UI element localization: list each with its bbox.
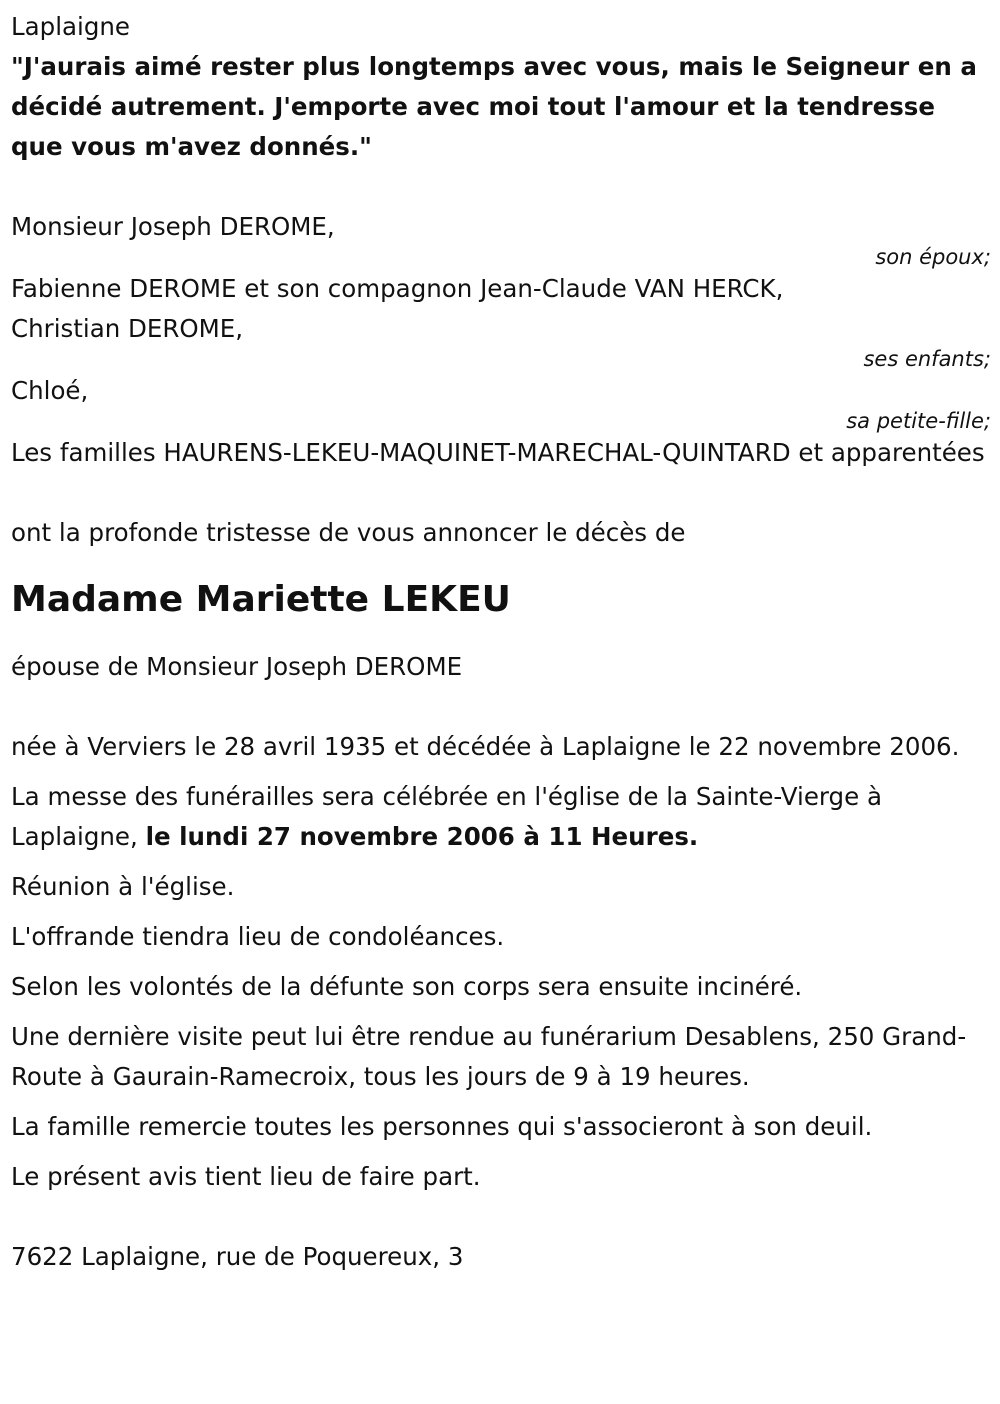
- child-name-2: Christian DEROME,: [11, 314, 244, 343]
- spacer: [11, 687, 991, 727]
- offering-note: L'offrande tiendra lieu de condoléances.: [11, 922, 505, 951]
- spacer: [11, 1197, 991, 1237]
- notice-note: Le présent avis tient lieu de faire part.: [11, 1162, 481, 1191]
- spacer: [11, 167, 991, 207]
- thanks-note: La famille remercie toutes les personnes qui s'associeront à son deuil.: [11, 1112, 873, 1141]
- child-name-1: Fabienne DEROME et son compagnon Jean-Claude VAN HERCK,: [11, 274, 784, 303]
- meeting-place: Réunion à l'église.: [11, 872, 235, 901]
- spouse-name: Monsieur Joseph DEROME,: [11, 212, 335, 241]
- cremation-note: Selon les volontés de la défunte son corps sera ensuite incinéré.: [11, 972, 803, 1001]
- grandchild-role: sa petite-fille;: [846, 409, 991, 433]
- spacer: [11, 553, 991, 575]
- family-address: 7622 Laplaigne, rue de Poquereux, 3: [11, 1242, 464, 1271]
- spouse-of: épouse de Monsieur Joseph DEROME: [11, 652, 463, 681]
- funeral-mass: [11, 777, 991, 857]
- spacer: [11, 625, 991, 647]
- spacer: [11, 473, 991, 513]
- header-place: Laplaigne: [11, 12, 130, 41]
- funeral-mass-text: La messe des funérailles sera célébrée en l'église de la Sainte-Vierge à Laplaigne,: [11, 782, 882, 851]
- obituary-notice: [11, 7, 991, 1277]
- epitaph-quote: "J'aurais aimé rester plus longtemps avec vous, mais le Seigneur en a décidé autrement. J'emporte avec moi tout l'amour et la tendresse que vous m'avez donnés.": [11, 52, 977, 161]
- announcement-intro: ont la profonde tristesse de vous annoncer le décès de: [11, 518, 686, 547]
- deceased-name: Madame Mariette LEKEU: [11, 579, 511, 620]
- funeral-mass-date: le lundi 27 novembre 2006 à 11 Heures.: [145, 822, 699, 851]
- extended-families: Les familles HAURENS-LEKEU-MAQUINET-MARECHAL-QUINTARD et apparentées: [11, 438, 985, 467]
- children-role: ses enfants;: [863, 347, 991, 371]
- spouse-role: son époux;: [875, 245, 991, 269]
- birth-death-dates: née à Verviers le 28 avril 1935 et décédée à Laplaigne le 22 novembre 2006.: [11, 732, 960, 761]
- grandchild-name: Chloé,: [11, 376, 89, 405]
- visit-info: Une dernière visite peut lui être rendue au funérarium Desablens, 250 Grand-Route à Gaurain-Ramecroix, tous les jours de 9 à 19 heures.: [11, 1022, 967, 1091]
